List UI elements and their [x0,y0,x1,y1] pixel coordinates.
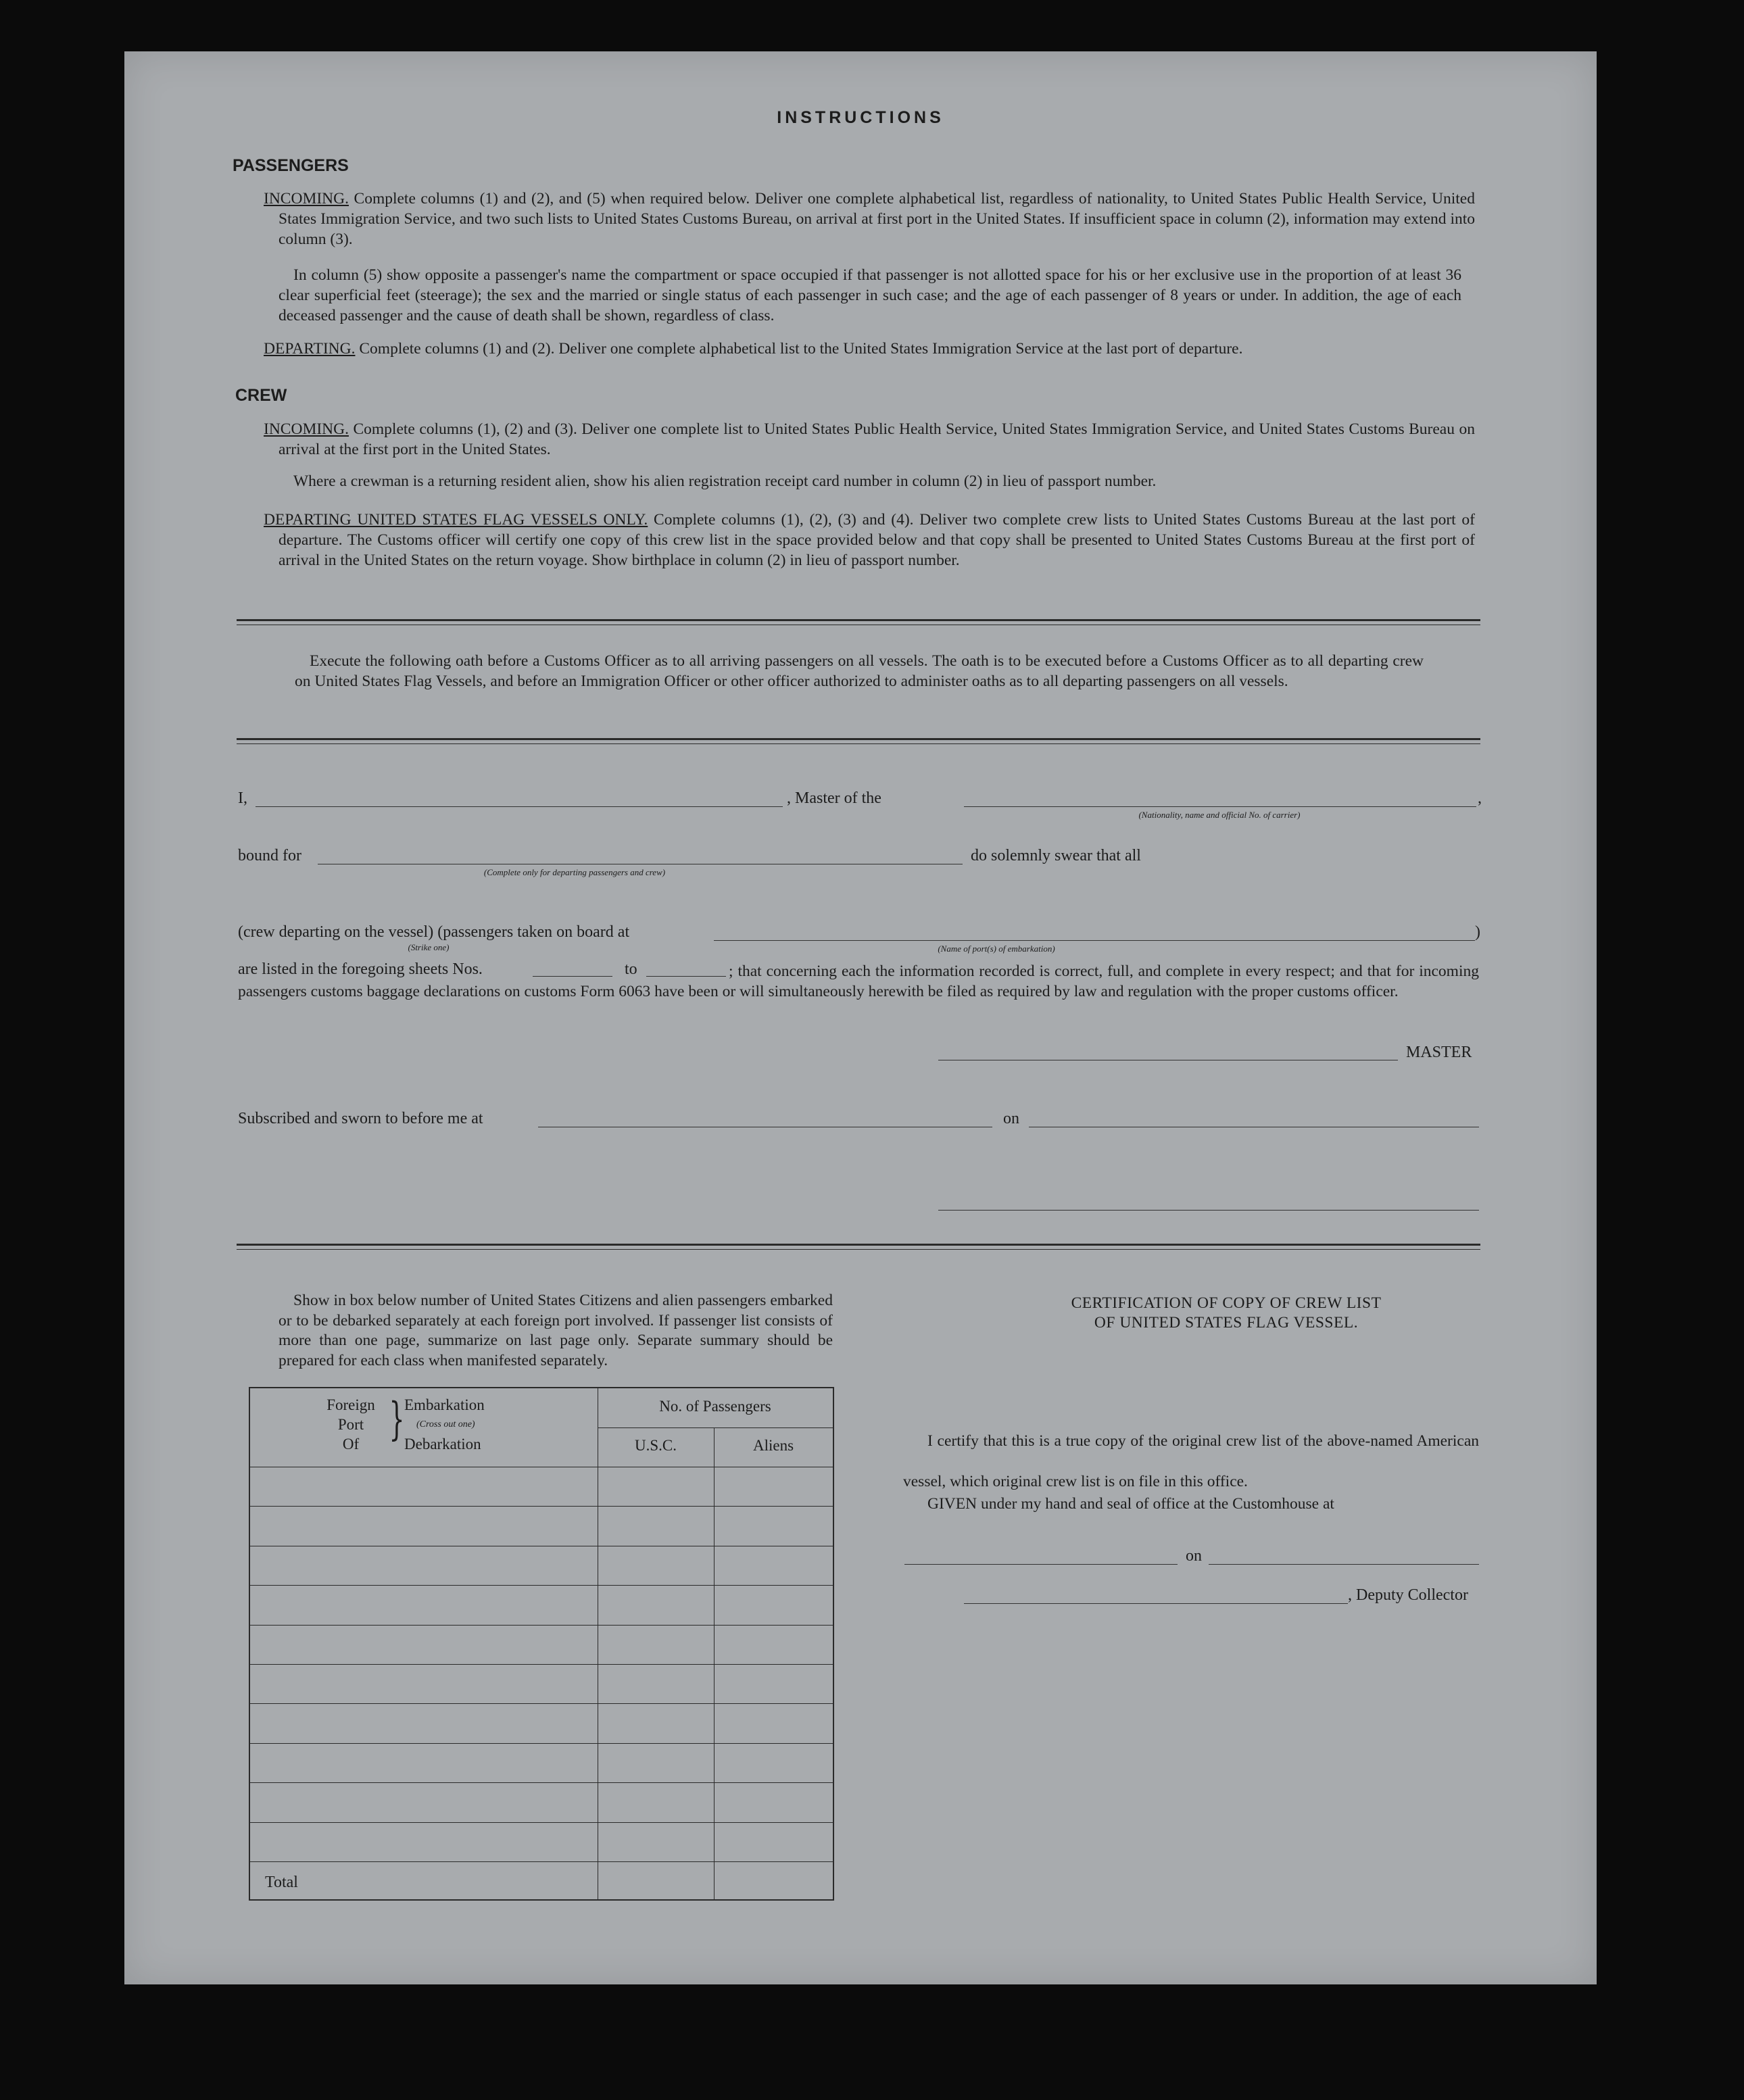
certification-title-line1: CERTIFICATION OF COPY OF CREW LIST [1071,1294,1382,1312]
master-of-label: , Master of the [787,789,881,807]
table-row[interactable] [250,1585,833,1586]
bound-for-label: bound for [238,847,301,864]
header-foreign-port-of [320,1395,381,1454]
listed-text: ; that concerning each the information recorded is correct, full, and complete in every respect; and that for incoming passengers customs baggage declarations on customs Form 6063 have been or will simultaneously herewith be filed as required by law and regulation with the proper customs officer. [238,962,1479,1000]
listed-label: are listed in the foregoing sheets Nos. [238,960,483,978]
passengers-incoming-text: Complete columns (1) and (2), and (5) when required below. Deliver one complete alphabetical list, regardless of nationality, to United States Public Health Service, United States Immigration Service, and two such lists to United States Customs Bureau, on arrival at first port in the United States. If insufficient space in column (2), information may extend into column (3). [278,190,1475,248]
passengers-heading: PASSENGERS [233,156,349,175]
divider-rule [237,743,1480,744]
table-row[interactable] [250,1506,833,1507]
header-port: Port [337,1416,364,1433]
to-label: to [625,960,637,978]
header-passengers: No. of Passengers [659,1398,771,1415]
officer-signature-line[interactable] [938,1210,1479,1211]
passengers-departing-text: Complete columns (1) and (2). Deliver one complete alphabetical list to the United States Immigration Service at the last port of departure. [355,340,1243,358]
customhouse-line[interactable] [904,1564,1178,1565]
total-label: Total [265,1874,298,1891]
swear-label: do solemnly swear that all [971,847,1141,864]
passengers-column5-paragraph: In column (5) show opposite a passenger's name the compartment or space occupied if that passenger is not allotted space for his or her exclusive use in the proportion of at least 36 clear superficial feet (steerage); the sex and the married or single status of each passenger in such case; and the age of each passenger of 8 years or under. In addition, the age of each deceased passenger and the cause of death shall be shown, regardless of class. [278,266,1461,324]
certification-title-line2: OF UNITED STATES FLAG VESSEL. [1094,1314,1359,1332]
oath-i-label: I, [238,789,247,807]
ports-caption: (Name of port(s) of embarkation) [938,944,1055,954]
divider-rule [237,1244,1480,1246]
header-usc: U.S.C. [635,1437,677,1454]
master-label: MASTER [1406,1044,1472,1061]
table-row[interactable] [250,1743,833,1744]
passengers-incoming-label: INCOMING. [264,190,349,207]
header-foreign: Foreign [326,1396,375,1413]
table-row[interactable] [250,1822,833,1823]
header-debarkation: Debarkation [404,1436,481,1452]
bound-for-caption: (Complete only for departing passengers and crew) [483,867,666,877]
crew-departing-paragraph [264,510,1475,570]
header-brace-icon: } [389,1393,405,1445]
certification-date-line[interactable] [1209,1564,1479,1565]
trailing-comma: , [1478,789,1482,807]
header-cross-out: (Cross out one) [416,1419,475,1430]
header-embarkation: Embarkation [404,1396,485,1413]
crew-heading: CREW [235,386,287,405]
header-aliens: Aliens [752,1437,794,1454]
divider-rule [237,738,1480,740]
subscribed-on-label: on [1003,1110,1019,1127]
strike-one-caption: (Strike one) [408,942,450,952]
deputy-collector-line[interactable] [964,1603,1348,1604]
table-row[interactable] [250,1664,833,1665]
carrier-line[interactable] [964,806,1476,807]
crew-incoming-label: INCOMING. [264,420,349,438]
deputy-collector-label: , Deputy Collector [1348,1586,1468,1604]
summary-instructions: Show in box below number of United States Citizens and alien passengers embarked or to be debarked separately at each foreign port involved. If passenger list consists of more than one page, summarize on last page only. Separate summary should be prepared for each class when manifested separately. [278,1292,833,1369]
carrier-caption: (Nationality, name and official No. of carrier) [1138,810,1301,820]
closing-paren: ) [1475,923,1480,941]
passengers-incoming-paragraph [264,189,1475,249]
passenger-summary-table [249,1387,834,1901]
certification-title [888,1294,1564,1333]
header-of: Of [342,1436,360,1452]
ports-line[interactable] [714,940,1475,941]
document-page [124,51,1597,1984]
crew-incoming-text: Complete columns (1), (2) and (3). Deliver one complete list to United States Public Health Service, United States Immigration Service, and United States Customs Bureau on arrival at the first port in the United States. [278,420,1475,458]
subscribed-label: Subscribed and sworn to before me at [238,1110,483,1127]
table-row[interactable] [250,1861,833,1862]
page-title: INSTRUCTIONS [777,108,944,127]
certification-text: I certify that this is a true copy of the original crew list of the above-named American vessel, which original crew list is on file in this office. [903,1432,1479,1490]
master-name-line[interactable] [256,806,783,807]
crew-departing-text: Complete columns (1), (2), (3) and (4). Deliver two complete crew lists to United States Customs Bureau at the last port of departure. The Customs officer will certify one copy of this crew list in the space provided below and that copy shall be presented to United States Customs Bureau at the first port of arrival in the United States on the return voyage. Show birthplace in column (2) in lieu of passport number. [278,511,1475,569]
crew-incoming-paragraph [264,419,1475,460]
crew-passengers-label: (crew departing on the vessel) (passengers taken on board at [238,923,630,941]
passengers-departing-label: DEPARTING. [264,340,356,358]
divider-rule [237,619,1480,621]
table-row[interactable] [250,1782,833,1783]
table-header-divider [598,1427,833,1428]
divider-rule [237,1249,1480,1250]
passengers-departing-paragraph [264,339,1460,359]
table-row[interactable] [250,1703,833,1704]
table-row[interactable] [250,1625,833,1626]
certification-on-label: on [1186,1547,1202,1565]
crew-resident-alien-paragraph: Where a crewman is a returning resident alien, show his alien registration receipt card number in column (2) in lieu of passport number. [293,472,1157,490]
header-embarkation-debarkation [404,1395,485,1454]
crew-departing-label: DEPARTING UNITED STATES FLAG VESSELS ONLY. [264,511,648,529]
oath-instructions: Execute the following oath before a Customs Officer as to all arriving passengers on all vessels. The oath is to be executed before a Customs Officer as to all departing crew on United States Flag Vessels, and before an Immigration Officer or other officer authorized to administer oaths as to all departing passengers on all vessels. [295,652,1424,690]
given-text: GIVEN under my hand and seal of office at the Customhouse at [927,1495,1334,1513]
